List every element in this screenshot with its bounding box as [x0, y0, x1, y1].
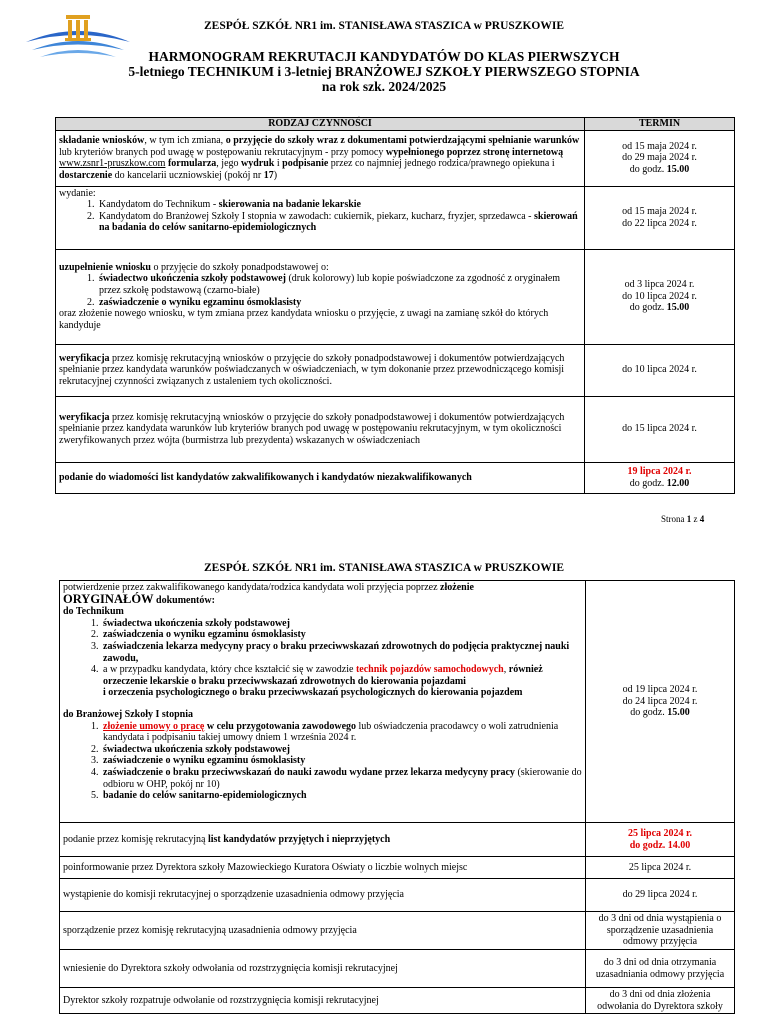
- table-row: [60, 950, 735, 988]
- schedule-table-page1: [55, 117, 735, 494]
- activity-cell: poinformowanie przez Dyrektora szkoły Mazowieckiego Kuratora Oświaty o liczbie wolnych miejsc: [60, 857, 586, 879]
- school-name-page2: ZESPÓŁ SZKÓŁ NR1 im. STANISŁAWA STASZICA w PRUSZKOWIE: [203, 562, 564, 574]
- term-cell: do 29 lipca 2024 r.: [586, 879, 735, 912]
- term-cell: od 15 maja 2024 r. do 29 maja 2024 r. do godz. 15.00: [585, 130, 735, 186]
- activity-cell: podanie do wiadomości list kandydatów zakwalifikowanych i kandydatów niezakwalifikowanych: [56, 462, 585, 493]
- activity-cell: weryfikacja przez komisję rekrutacyjną wniosków o przyjęcie do szkoły ponadpodstawowej i dokumentów potwierdzających spełnianie przez kandydata warunków lub kryteriów branych pod uwagę w postępowaniu rekrutacyjnym, w tym okoliczności zweryfikowanych przez wójta (burmistrza lub prezydenta) wskazanych w oświadczeniach: [56, 396, 585, 462]
- activity-cell: wniesienie do Dyrektora szkoły odwołania od rozstrzygnięcia komisji rekrutacyjnej: [60, 950, 586, 988]
- activity-cell: wystąpienie do komisji rekrutacyjnej o sporządzenie uzasadnienia odmowy przyjęcia: [60, 879, 586, 912]
- school-name: ZESPÓŁ SZKÓŁ NR1 im. STANISŁAWA STASZICA w PRUSZKOWIE: [203, 20, 564, 32]
- table-row: [60, 823, 735, 857]
- table-row: [60, 581, 735, 823]
- table-row: [56, 249, 735, 344]
- term-cell: od 19 lipca 2024 r. do 24 lipca 2024 r. do godz. 15.00: [586, 581, 735, 823]
- schedule-table-page2: [59, 580, 735, 1014]
- term-cell: do 10 lipca 2024 r.: [585, 344, 735, 396]
- term-cell: 25 lipca 2024 r. do godz. 14.00: [586, 823, 735, 857]
- table-row: [60, 988, 735, 1014]
- activity-cell: wydanie: 1. Kandydatom do Technikum - skierowania na badanie lekarskie 2. Kandydatom do Branżowej Szkoły I stopnia w zawodach: cukiernik, piekarz, kucharz, fryzjer, sprzedawca - skierowań na badania do celów sanitarno-epidemiologicznych: [56, 186, 585, 249]
- term-cell: do 3 dni od dnia wystąpienia o sporządzenie uzasadnienia odmowy przyjęcia: [586, 912, 735, 950]
- column-header-term: TERMIN: [585, 118, 735, 131]
- table-row: [60, 912, 735, 950]
- activity-cell: podanie przez komisję rekrutacyjną list kandydatów przyjętych i nieprzyjętych: [60, 823, 586, 857]
- activity-cell: weryfikacja przez komisję rekrutacyjną wniosków o przyjęcie do szkoły ponadpodstawowej i dokumentów potwierdzających spełnianie przez kandydata warunków poświadczanych w oświadczeniach, w tym dokonanie przez przewodniczącego komisji rekrutacyjnej czynności związanych z ustaleniem tych okoliczności.: [56, 344, 585, 396]
- table-row: [56, 396, 735, 462]
- term-cell: 25 lipca 2024 r.: [586, 857, 735, 879]
- activity-cell: potwierdzenie przez zakwalifikowanego kandydata/rodzica kandydata woli przyjęcia poprzez złożenie ORYGINAŁÓW dokumentów: do Technikum 1. świadectwa ukończenia szkoły podstawowej 2. zaświadczenia o wyniku egzaminu ósmoklasisty 3. zaświadczenia lekarza medycyny pracy o braku przeciwwskazań zdrowotnych do podjęcia praktycznej nauki zawodu, 4. a w przypadku kandydata, który chce kształcić się w zawodzie technik pojazdów samochodowych, również orzeczenie lekarskie o braku przeciwwskazań zdrowotnych do kierowania pojazdami i orzeczenia psychologicznego o braku przeciwwskazań psychologicznych do kierowania pojazdem do Branżowej Szkoły I stopnia 1. złożenie umowy o pracę w celu przygotowania zawodowego lub oświadczenia pracodawcy o woli zatrudnienia kandydata i podpisaniu takiej umowy dniem 1 września 2024 r. 2. świadectwa ukończenia szkoły podstawowej 3. zaświadczenie o wyniku egzaminu ósmoklasisty 4. zaświadczenie o braku przeciwwskazań do nauki zawodu wydane przez lekarza medycyny pracy (skierowanie do odbioru w OHP, pokój nr 10) 5. badanie do celów sanitarno-epidemiologicznych: [60, 581, 586, 823]
- table-row: [56, 186, 735, 249]
- document-title: HARMONOGRAM REKRUTACJI KANDYDATÓW DO KLAS PIERWSZYCH 5-letniego TECHNIKUM i 3-letniej BRANŻOWEJ SZKOŁY PIERWSZEGO STOPNIA na rok szk. 2024/2025: [128, 49, 640, 94]
- table-row: [56, 344, 735, 396]
- table-row: [56, 462, 735, 493]
- column-header-activity: RODZAJ CZYNNOŚCI: [56, 118, 585, 131]
- table-row: [60, 857, 735, 879]
- term-cell: od 15 maja 2024 r. do 22 lipca 2024 r.: [585, 186, 735, 249]
- table-row: [60, 879, 735, 912]
- activity-cell: Dyrektor szkoły rozpatruje odwołanie od rozstrzygnięcia komisji rekrutacyjnej: [60, 988, 586, 1014]
- term-cell: od 3 lipca 2024 r. do 10 lipca 2024 r. do godz. 15.00: [585, 249, 735, 344]
- activity-cell: sporządzenie przez komisję rekrutacyjną uzasadnienia odmowy przyjęcia: [60, 912, 586, 950]
- term-cell: 19 lipca 2024 r. do godz. 12.00: [585, 462, 735, 493]
- page-number: Strona 1 z 4: [661, 514, 705, 524]
- term-cell: do 15 lipca 2024 r.: [585, 396, 735, 462]
- term-cell: do 3 dni od dnia złożenia odwołania do Dyrektora szkoły: [586, 988, 735, 1014]
- activity-cell: uzupełnienie wniosku o przyjęcie do szkoły ponadpodstawowej o: 1. świadectwo ukończenia szkoły podstawowej (druk kolorowy) lub kopie poświadczone za zgodność z oryginałem przez szkołę podstawową (czarno-białe) 2. zaświadczenie o wyniku egzaminu ósmoklasisty oraz złożenie nowego wniosku, w tym zmiana przez kandydata wniosku o przyjęcie, z uwagi na zamianę szkół do których kandyduje: [56, 249, 585, 344]
- table-row: [56, 130, 735, 186]
- activity-cell: składanie wniosków, w tym ich zmiana, o przyjęcie do szkoły wraz z dokumentami potwierdzającymi spełnianie warunków lub kryteriów branych pod uwagę w postępowaniu rekrutacyjnym - przy pomocy wypełnionego poprzez stronę internetową www.zsnr1-pruszkow.com formularza, jego wydruk i podpisanie przez co najmniej jednego rodzica/prawnego opiekuna i dostarczenie do kancelarii uczniowskiej (pokój nr 17): [56, 130, 585, 186]
- term-cell: do 3 dni od dnia otrzymania uzasadniania odmowy przyjęcia: [586, 950, 735, 988]
